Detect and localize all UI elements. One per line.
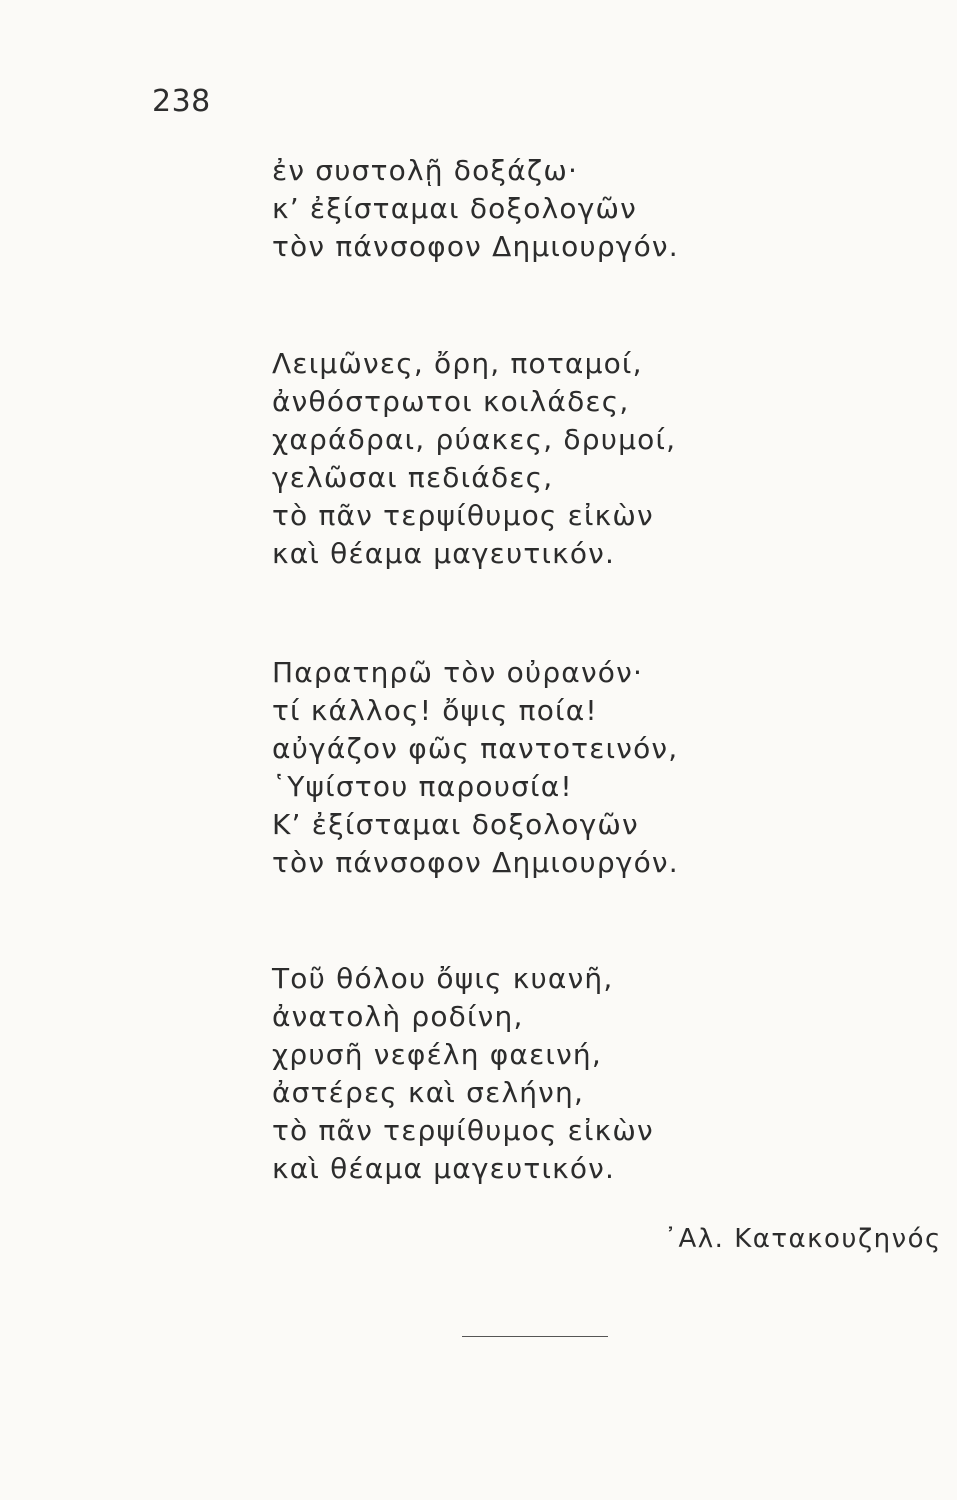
poem-line: γελῶσαι πεδιάδες, bbox=[272, 461, 554, 494]
poem-line: Λειμῶνες, ὄρη, ποταμοί, bbox=[272, 347, 643, 380]
poem-stanza-2 bbox=[272, 345, 676, 573]
poem-line: τί κάλλος! ὄψις ποία! bbox=[272, 694, 598, 727]
section-divider bbox=[462, 1336, 608, 1337]
poem-line: ἀστέρες καὶ σελήνη, bbox=[272, 1076, 585, 1109]
poem-stanza-1 bbox=[272, 152, 679, 266]
poem-line: χρυσῆ νεφέλη φαεινή, bbox=[272, 1038, 602, 1071]
page-number: 238 bbox=[152, 84, 211, 119]
poem-line: Παρατηρῶ τὸν οὐρανόν· bbox=[272, 656, 644, 689]
poem-line: ἀνατολὴ ροδίνη, bbox=[272, 1000, 524, 1033]
poem-line: καὶ θέαμα μαγευτικόν. bbox=[272, 537, 616, 570]
poem-stanza-3 bbox=[272, 654, 679, 882]
poem-line: χαράδραι, ρύακες, δρυμοί, bbox=[272, 423, 677, 456]
poem-line: ἐν συστολῇ δοξάζω· bbox=[272, 154, 579, 187]
poem-line: τὸν πάνσοφον Δημιουργόν. bbox=[272, 230, 679, 263]
poem-line: ἀνθόστρωτοι κοιλάδες, bbox=[272, 385, 630, 418]
poem-line: κ’ ἐξίσταμαι δοξολογῶν bbox=[272, 192, 637, 225]
poem-line: καὶ θέαμα μαγευτικόν. bbox=[272, 1152, 616, 1185]
author-signature: ᾿Αλ. Κατακουζηνός bbox=[664, 1224, 942, 1254]
poem-line: τὸ πᾶν τερψίθυμος εἰκὼν bbox=[272, 1114, 654, 1147]
poem-line: ῾Υψίστου παρουσία! bbox=[272, 770, 573, 803]
poem-stanza-4 bbox=[272, 960, 654, 1188]
poem-line: τὸν πάνσοφον Δημιουργόν. bbox=[272, 846, 679, 879]
poem-line: Κ’ ἐξίσταμαι δοξολογῶν bbox=[272, 808, 639, 841]
poem-line: Τοῦ θόλου ὄψις κυανῆ, bbox=[272, 962, 614, 995]
poem-line: αὐγάζον φῶς παντοτεινόν, bbox=[272, 732, 679, 765]
poem-line: τὸ πᾶν τερψίθυμος εἰκὼν bbox=[272, 499, 654, 532]
